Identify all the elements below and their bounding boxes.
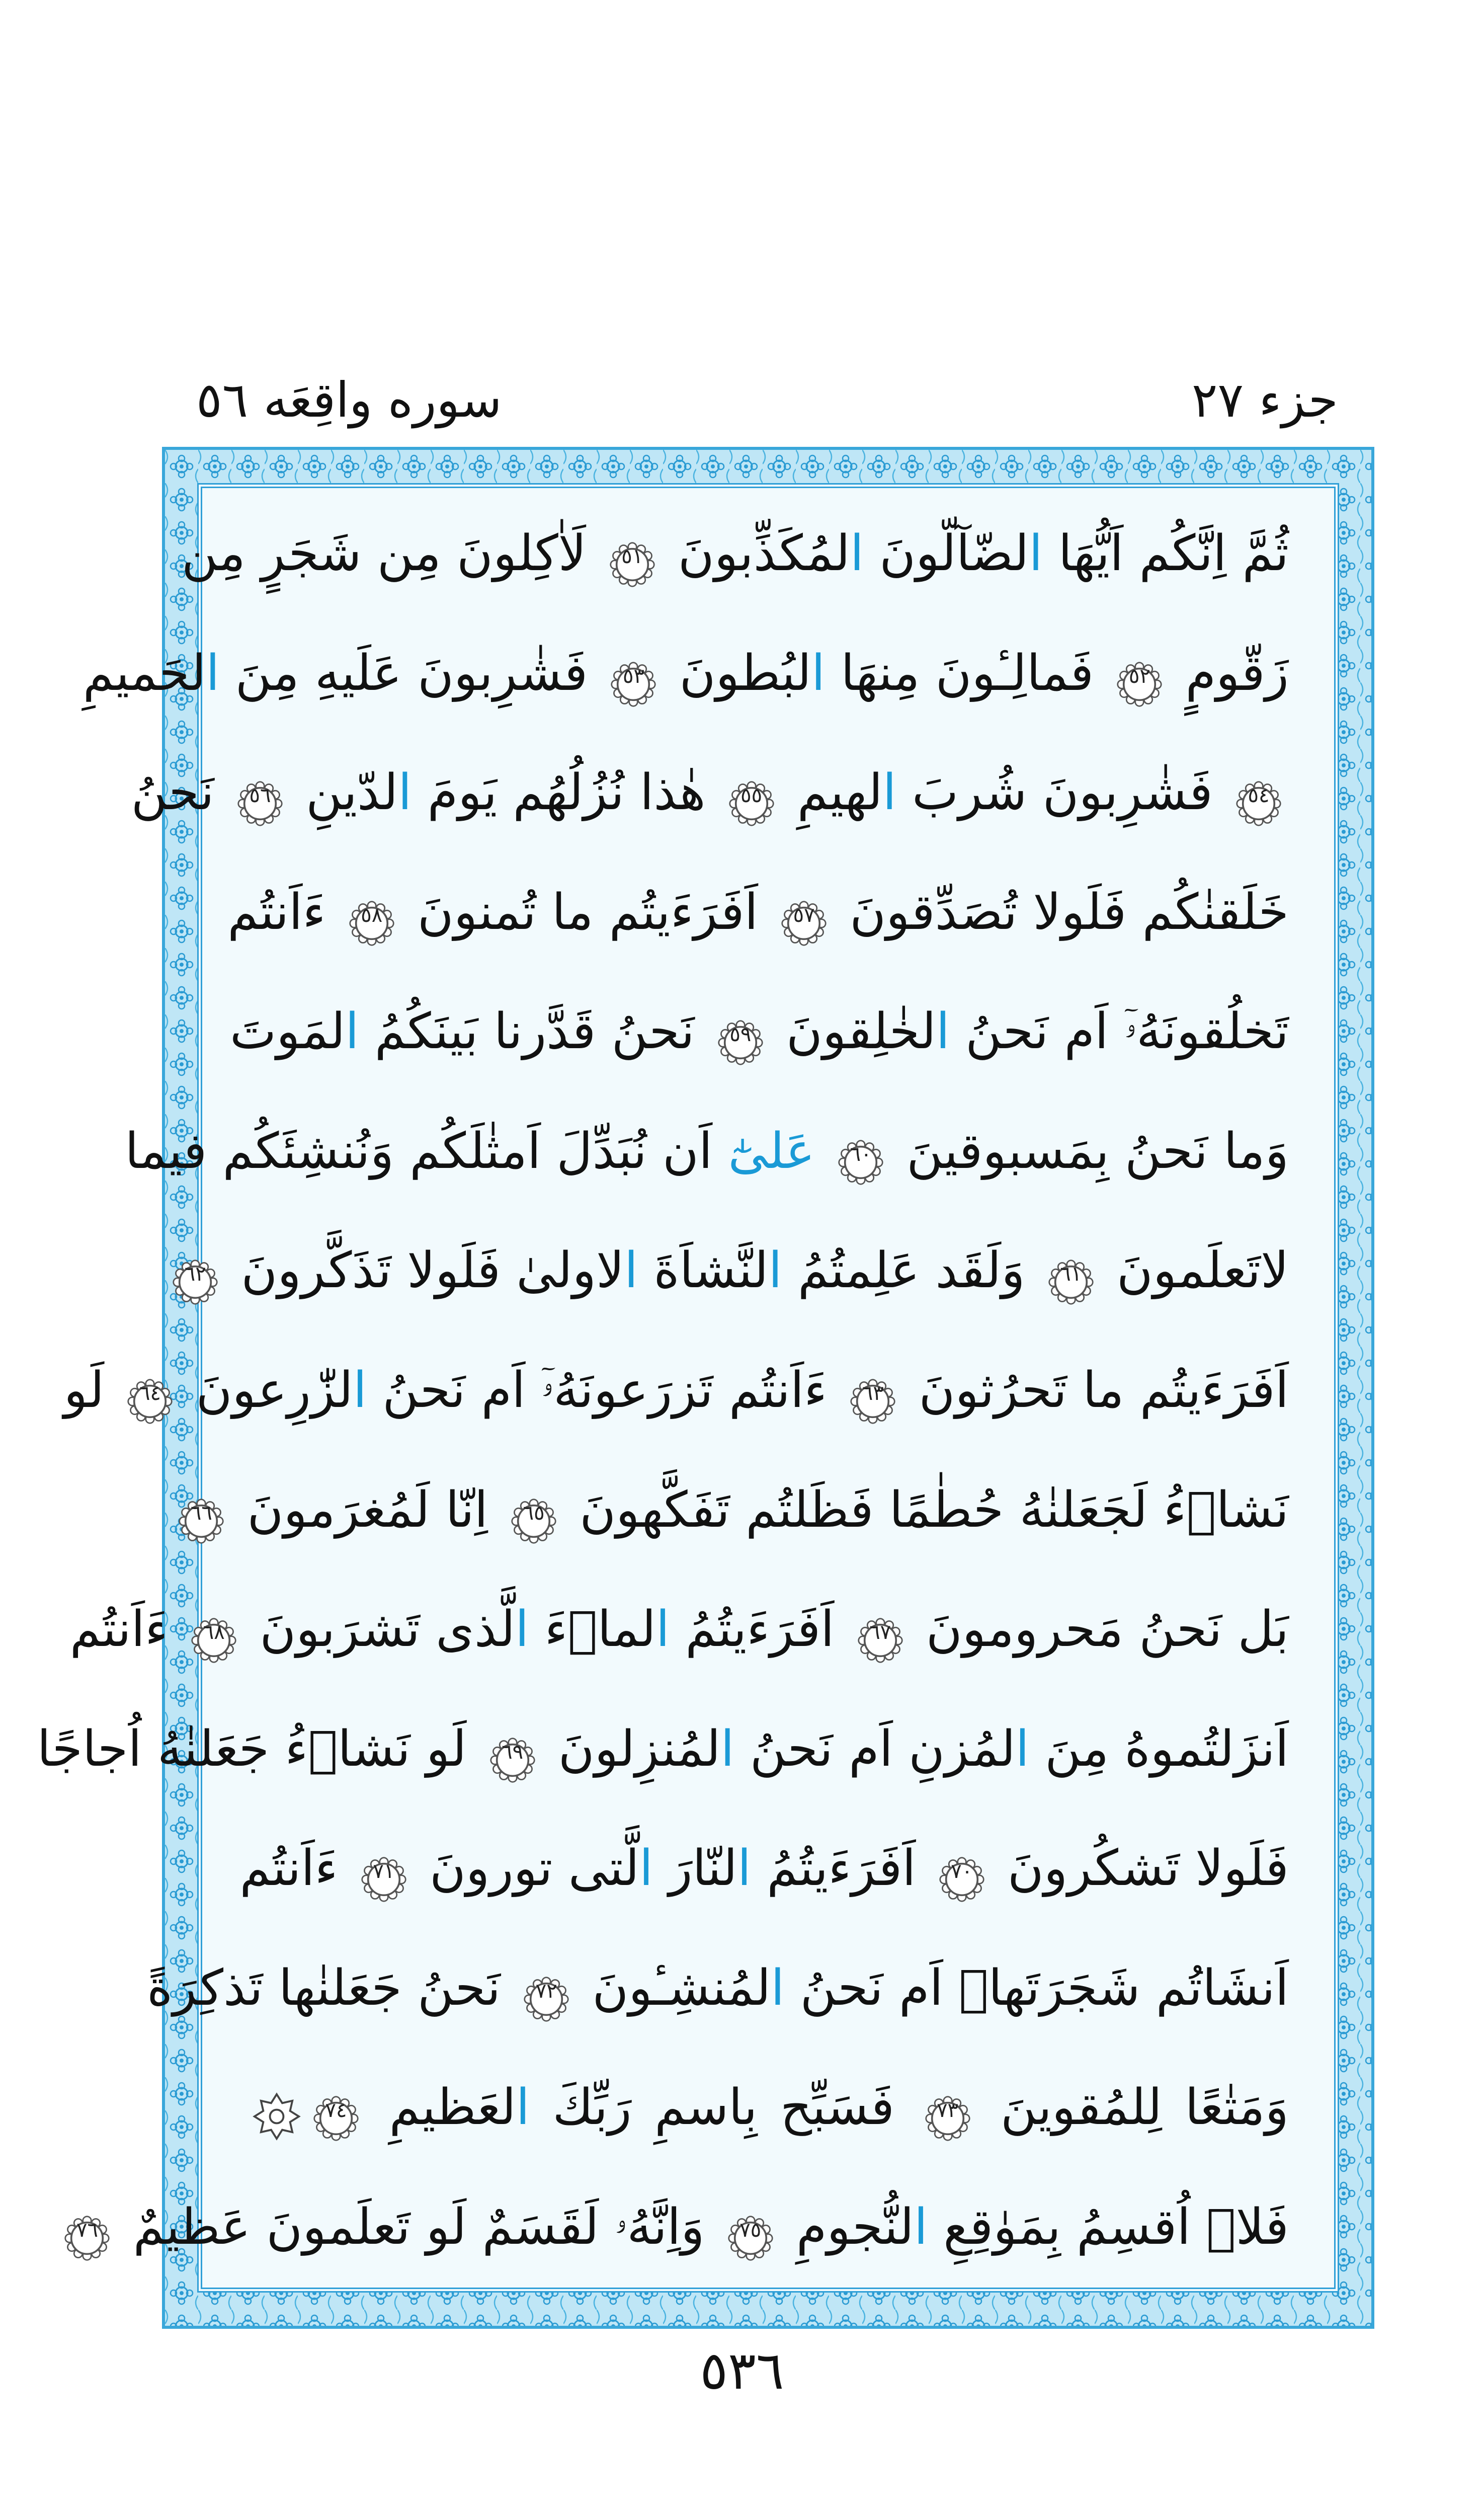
- ayah-number: ٦٣: [862, 1382, 884, 1405]
- ayah-number: ٧٦: [76, 2219, 98, 2242]
- verse-text: خَلَقنٰكُم فَلَولا تُصَدِّقونَ: [834, 883, 1289, 941]
- ayah-number-marker: [178, 1490, 224, 1536]
- verse-text: لهيمِ: [781, 764, 883, 822]
- ayah-number: ٧٤: [325, 2099, 347, 2122]
- verse-line: [69, 1592, 1289, 1667]
- verse-line: [125, 1114, 1289, 1189]
- verse-line: [146, 1950, 1289, 2026]
- ayah-number: ٦٥: [523, 1501, 545, 1525]
- ayah-number-marker: [237, 772, 283, 819]
- ayah-number-marker: [489, 1729, 536, 1775]
- ayah-number-marker: [313, 2087, 359, 2134]
- tajweed-highlight: ا: [768, 1242, 782, 1300]
- ayah-number-marker: [610, 653, 656, 699]
- verse-text: لحَميمِ: [83, 644, 206, 702]
- tajweed-highlight: ا: [353, 1361, 367, 1419]
- text-panel: [37, 483, 1339, 2293]
- verse-text: وَاِنَّهُۥ لَقَسَمٌ لَو تَعلَمونَ عَظيمٌ: [117, 2198, 720, 2256]
- ayah-number-marker: [728, 772, 775, 819]
- tajweed-highlight: ا: [345, 1003, 359, 1061]
- page-header: [196, 362, 1338, 438]
- tajweed-highlight: ا: [771, 1959, 785, 2017]
- ayah-number: ٧٠: [951, 1860, 973, 1883]
- tajweed-highlight: ا: [811, 644, 826, 702]
- ayah-number: ٧٣: [937, 2099, 959, 2122]
- verse-text: لخٰلِقونَ: [770, 1003, 936, 1061]
- verse-text: لنَّشاَةَ: [638, 1242, 769, 1300]
- tajweed-highlight: ا: [882, 764, 896, 822]
- ayah-number: ٦١: [1060, 1262, 1082, 1286]
- verse-text: فَسَبِّح بِاسمِ رَبِّكَ: [530, 2079, 918, 2137]
- verse-text: اَفَرَءَيتُمُ: [670, 1601, 850, 1659]
- verse-text: فَمالِـٔونَ مِنهَا: [825, 644, 1110, 702]
- ayah-number-marker: [191, 1609, 237, 1656]
- verse-text: نَشاۤءُ لَجَعَلنٰهُ حُطٰمًا فَظَلتُم تَفَكَّهونَ: [564, 1481, 1289, 1539]
- verse-line: [248, 2070, 1289, 2145]
- verse-text: هٰذا نُزُلُهُم يَومَ: [411, 764, 721, 822]
- ayah-number: ٥٩: [729, 1023, 752, 1047]
- verse-text: اَنزَلتُموهُ مِنَ: [1029, 1720, 1289, 1778]
- ayah-number: ٦٧: [869, 1621, 891, 1644]
- ayah-number-marker: [523, 1968, 569, 2014]
- ayah-number-marker: [361, 1848, 407, 1895]
- verse-text: ءَاَنتُم: [69, 1601, 184, 1659]
- ayah-number: ٥٤: [1248, 784, 1270, 808]
- verse-text: لَو: [63, 1361, 120, 1419]
- ayah-number-marker: [64, 2207, 110, 2253]
- verse-text: فَشٰرِبونَ عَلَيهِ مِنَ: [219, 644, 604, 702]
- tajweed-highlight: ا: [206, 644, 220, 702]
- verse-line: [181, 516, 1289, 591]
- tajweed-highlight: ا: [624, 1242, 638, 1300]
- verse-text: تَخلُقونَهُۥٓ اَم نَحنُ: [950, 1003, 1289, 1061]
- ayah-number-marker: [1235, 772, 1282, 819]
- verse-text: نَحنُ جَعَلنٰها تَذكِرَةً: [146, 1959, 517, 2017]
- tajweed-highlight: ا: [914, 2198, 928, 2256]
- tajweed-highlight: ا: [1029, 525, 1043, 582]
- verse-text: ءَاَنتُم تَزرَعونَهُۥٓ اَم نَحنُ: [367, 1361, 843, 1419]
- verse-text: لعَظيمِ: [366, 2079, 516, 2137]
- ayah-number-marker: [781, 892, 827, 938]
- verse-text: [815, 1123, 831, 1180]
- verse-text: نَحنُ قَدَّرنا بَينَكُمُ: [359, 1003, 710, 1061]
- ayah-number-marker: [349, 892, 395, 938]
- ayah-number: ٦٨: [203, 1621, 225, 1644]
- verse-text: لَّذى تَشرَبونَ: [244, 1601, 516, 1659]
- juz-label: جزء ٢٧: [1191, 372, 1338, 428]
- verse-text: فَلاۤ اُقسِمُ بِمَوٰقِعِ: [928, 2198, 1289, 2256]
- verse-text: بَل نَحنُ مَحرومونَ: [910, 1601, 1289, 1659]
- verse-text: اَفَرَءَيتُم ما تَحرُثونَ: [903, 1361, 1289, 1419]
- ayah-number: ٥٢: [1128, 664, 1150, 688]
- ayah-number: ٥٧: [793, 903, 815, 927]
- verse-text: لماۤءَ: [529, 1601, 656, 1659]
- verse-line: [83, 636, 1289, 711]
- verse-text: لدّينِ: [290, 764, 398, 822]
- tajweed-highlight: ا: [655, 1601, 670, 1659]
- ayah-number-marker: [717, 1011, 764, 1058]
- tajweed-highlight: ا: [515, 1601, 529, 1659]
- verse-text: لمُنشِـٔونَ: [576, 1959, 771, 2017]
- ayah-number: ٦٠: [850, 1142, 872, 1166]
- ayah-number-marker: [850, 1370, 896, 1417]
- ayah-number: ٥١: [621, 545, 643, 569]
- ayah-number-marker: [838, 1131, 884, 1177]
- ayah-number: ٦٢: [184, 1262, 206, 1286]
- verse-line: [37, 1711, 1289, 1787]
- ayah-number: ٦٤: [139, 1382, 161, 1405]
- tajweed-highlight: ا: [737, 1840, 752, 1898]
- ayah-number-marker: [127, 1370, 173, 1417]
- verse-line: [239, 1831, 1289, 1906]
- tajweed-highlight: ا: [639, 1840, 653, 1898]
- verse-text: وَما نَحنُ بِمَسبوقينَ: [891, 1122, 1289, 1180]
- verse-line: [184, 1233, 1289, 1308]
- verse-text: اِنّا لَمُغرَمونَ: [231, 1481, 504, 1539]
- ayah-number-marker: [511, 1490, 557, 1536]
- page-number: ٥٣٦: [700, 2340, 784, 2401]
- verse-text: ءَاَنتُم: [227, 883, 342, 941]
- verse-text: لَو نَشاۤءُ جَعَلنٰهُ اُجاجًا: [37, 1720, 482, 1778]
- hizb-star-icon: [253, 2086, 301, 2135]
- verse-text: لَّتى تورونَ: [414, 1840, 639, 1898]
- verse-text: لَاٰكِلونَ مِن شَجَرٍ مِن: [181, 525, 602, 582]
- tajweed-highlight: ا: [516, 2079, 530, 2137]
- verse-text: وَمَتٰعًا لِلمُقوينَ: [977, 2079, 1289, 2137]
- verse-text: لاولىٰ فَلَولا تَذَكَّرونَ: [225, 1242, 624, 1300]
- tajweed-highlight: ا: [936, 1003, 950, 1061]
- verse-text: لبُطونَ: [664, 644, 812, 702]
- verse-line: [190, 1472, 1289, 1548]
- ayah-number-marker: [1048, 1251, 1094, 1297]
- verse-text: اَنشَاتُم شَجَرَتَهاۤ اَم نَحنُ: [784, 1959, 1289, 2017]
- verse-text: وَلَقَد عَلِمتُمُ: [782, 1242, 1041, 1300]
- verse-lines: [37, 516, 1289, 2265]
- tajweed-highlight: ا: [1015, 1720, 1029, 1778]
- ayah-number: ٦٦: [190, 1501, 212, 1525]
- tajweed-highlight: ا: [398, 764, 412, 822]
- ayah-number-marker: [939, 1848, 985, 1895]
- verse-text: لنُّجومِ: [780, 2198, 914, 2256]
- verse-text: زَقّومٍ: [1170, 644, 1289, 702]
- verse-line: [131, 755, 1289, 830]
- verse-text: لضّآلّونَ: [864, 525, 1029, 582]
- verse-text: اَفَرَءَيتُمُ: [751, 1840, 932, 1898]
- verse-text: لاتَعلَمونَ: [1101, 1242, 1289, 1300]
- ayah-number-marker: [1116, 653, 1163, 699]
- surah-label: سوره واقِعَه ٥٦: [196, 372, 502, 428]
- verse-text: اَفَرَءَيتُم ما تُمنونَ: [401, 883, 774, 941]
- verse-text: لزّٰرِعونَ: [180, 1361, 353, 1419]
- verse-line: [229, 994, 1289, 1069]
- ayah-number-marker: [727, 2207, 774, 2253]
- verse-text: لمَوتَ: [229, 1003, 346, 1061]
- ayah-number: ٥٦: [249, 784, 271, 808]
- ayah-number: ٥٨: [361, 903, 383, 927]
- verse-text: فَشٰرِبونَ شُربَ: [896, 764, 1228, 822]
- verse-text: فَلَولا تَشكُرونَ: [992, 1840, 1289, 1898]
- ayah-number-marker: [609, 533, 655, 580]
- ayah-number: ٧٢: [535, 1979, 557, 2003]
- verse-text: ءَاَنتُم: [239, 1840, 354, 1898]
- ayah-number: ٦٩: [502, 1740, 524, 1764]
- ayah-number: ٧٥: [739, 2219, 762, 2242]
- verse-text: لمُكَذِّبونَ: [662, 525, 850, 582]
- verse-text: لمُزنِ اَم نَحنُ: [734, 1720, 1016, 1778]
- verse-text: لنّارَ: [653, 1840, 737, 1898]
- verse-text: نَحنُ: [131, 764, 230, 822]
- verse-line: [76, 2189, 1289, 2265]
- verse-line: [63, 1353, 1289, 1428]
- ayah-number: ٧١: [373, 1860, 395, 1883]
- verse-line: [227, 875, 1289, 950]
- ayah-number-marker: [857, 1609, 903, 1656]
- tajweed-highlight: ا: [850, 525, 864, 582]
- ayah-number: ٥٥: [740, 784, 763, 808]
- tajweed-highlight: ا: [720, 1720, 734, 1778]
- verse-text: اَن نُبَدِّلَ اَمثٰلَكُم وَنُنشِئَكُم فيما: [125, 1122, 728, 1180]
- ayah-number-marker: [925, 2087, 971, 2134]
- verse-text: ثُمَّ اِنَّكُم اَيُّهَا: [1042, 525, 1289, 582]
- tajweed-highlight: عَلىٰٓ: [728, 1122, 815, 1180]
- verse-text: لمُنزِلونَ: [542, 1720, 721, 1778]
- ayah-number: ٥٣: [622, 664, 644, 688]
- ayah-number-marker: [172, 1251, 218, 1297]
